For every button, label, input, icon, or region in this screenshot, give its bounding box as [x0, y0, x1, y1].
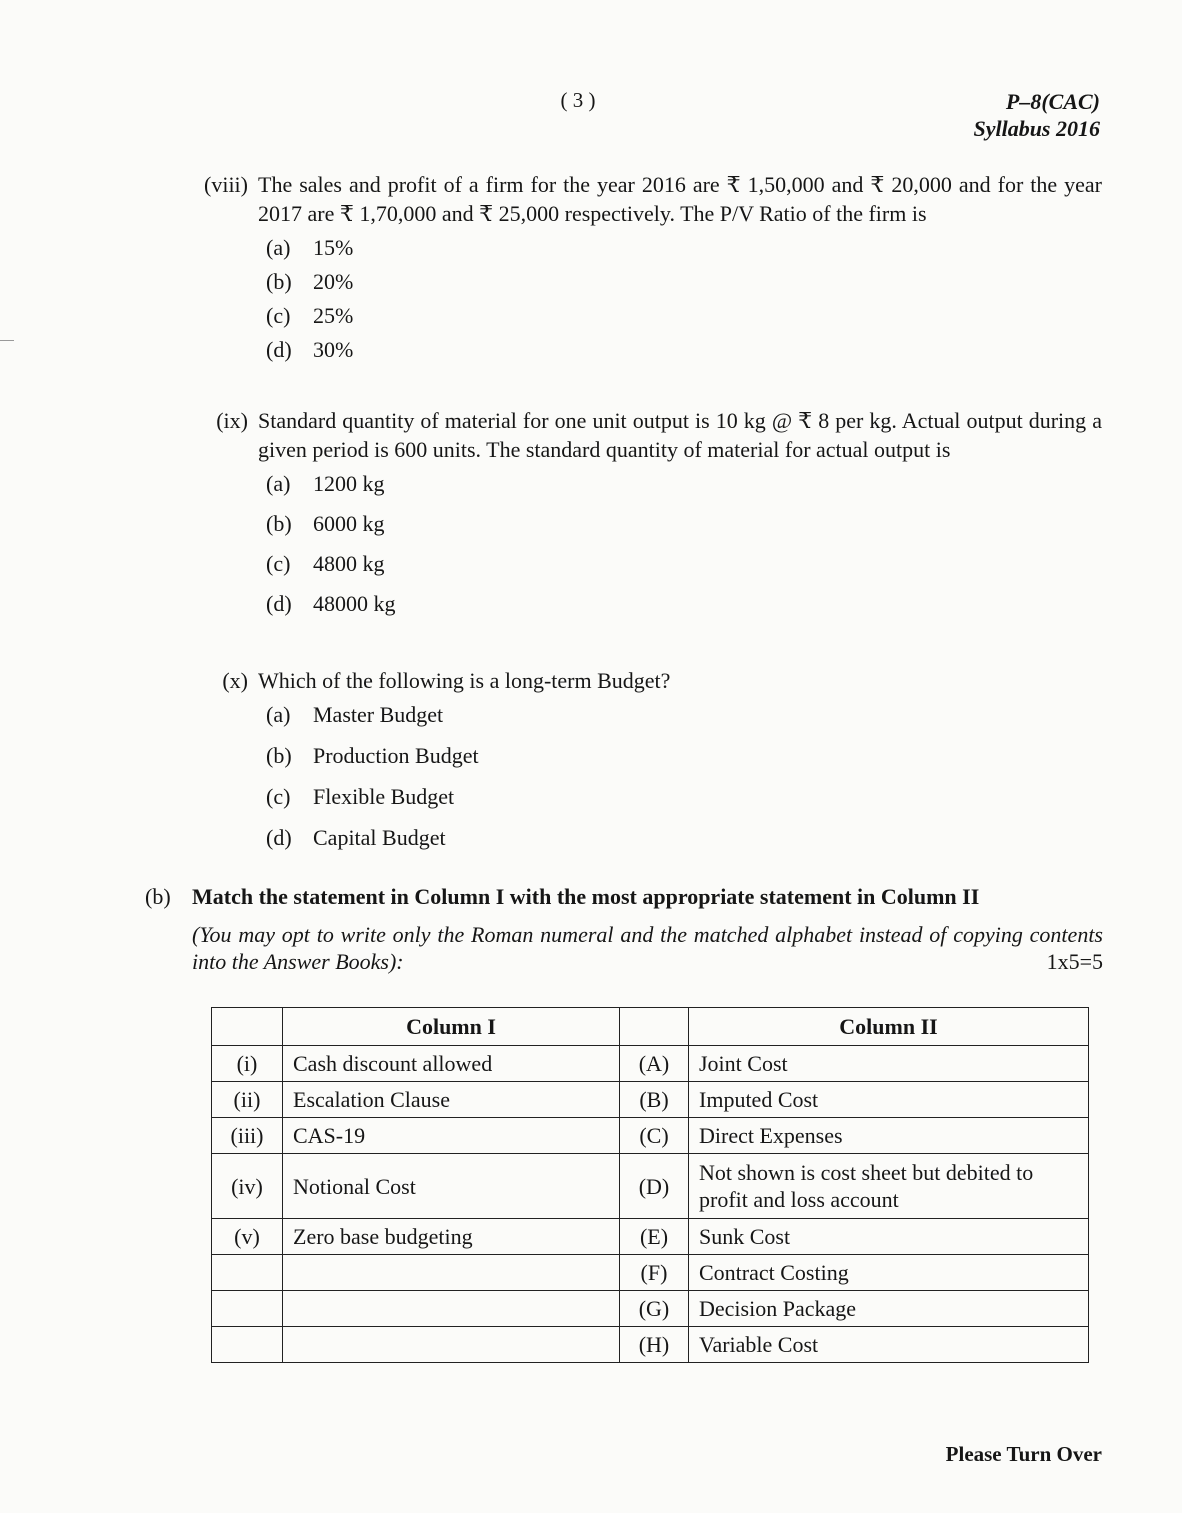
column-two-cell: Direct Expenses [689, 1118, 1089, 1154]
row-number: (v) [212, 1219, 283, 1255]
header-blank [212, 1008, 283, 1046]
column-one-cell [283, 1255, 620, 1291]
column-two-cell: Sunk Cost [689, 1219, 1089, 1255]
table-row [212, 1327, 1089, 1363]
table-row [212, 1118, 1089, 1154]
part-b-label: (b) [145, 884, 171, 909]
option-text: Master Budget [313, 702, 444, 727]
part-b-title: Match the statement in Column I with the most appropriate statement in Column II [192, 884, 980, 909]
table-row [212, 1255, 1089, 1291]
row-number [212, 1327, 283, 1363]
column-one-cell: Escalation Clause [283, 1082, 620, 1118]
table-row [212, 1219, 1089, 1255]
match-table [211, 1007, 1089, 1363]
row-number: (ii) [212, 1082, 283, 1118]
column-two-header: Column II [689, 1008, 1089, 1046]
option-label: (c) [266, 784, 291, 809]
option [266, 509, 1102, 549]
option-text: 48000 kg [313, 591, 396, 616]
part-b-instruction: (You may opt to write only the Roman numeral and the matched alphabet instead of copying contents into the Answer Books): [192, 922, 1103, 974]
paper-code: P–8(CAC) [1005, 89, 1100, 114]
option [266, 700, 1102, 741]
option-label: (c) [266, 551, 291, 576]
option [266, 741, 1102, 782]
question-stem: The sales and profit of a firm for the year 2016 are ₹ 1,50,000 and ₹ 20,000 and for the year 2017 are ₹ 1,70,000 and ₹ 25,000 respectively. The P/V Ratio of the firm is [258, 172, 1102, 226]
question-number: (viii) [204, 172, 248, 197]
option-text: Production Budget [313, 743, 479, 768]
question-number: (ix) [216, 408, 248, 433]
marks-allocation: 1x5=5 [1046, 949, 1103, 974]
column-one-cell: CAS-19 [283, 1118, 620, 1154]
part-b [145, 882, 1103, 975]
option-label: (b) [266, 269, 292, 294]
option [266, 301, 1102, 335]
option [266, 233, 1102, 267]
part-b-instruction-block [192, 921, 1103, 975]
question-viii [190, 170, 1102, 369]
option [266, 469, 1102, 509]
column-two-cell: Imputed Cost [689, 1082, 1089, 1118]
options-list [266, 700, 1102, 864]
column-two-cell: Variable Cost [689, 1327, 1089, 1363]
page-number: ( 3 ) [560, 88, 596, 112]
option-label: (a) [266, 235, 291, 260]
option-text: 20% [313, 269, 354, 294]
paper-code-block [973, 88, 1100, 142]
option [266, 782, 1102, 823]
option-label: (d) [266, 337, 292, 362]
column-one-cell: Zero base budgeting [283, 1219, 620, 1255]
table-row [212, 1046, 1089, 1082]
column-two-cell: Not shown is cost sheet but debited to profit and loss account [689, 1154, 1089, 1219]
row-number: (iii) [212, 1118, 283, 1154]
table-row [212, 1154, 1089, 1219]
option-label: (b) [266, 511, 292, 536]
please-turn-over: Please Turn Over [945, 1442, 1102, 1466]
option-text: 6000 kg [313, 511, 385, 536]
row-letter: (G) [620, 1291, 689, 1327]
option-label: (a) [266, 471, 291, 496]
option-label: (d) [266, 591, 292, 616]
column-two-cell: Joint Cost [689, 1046, 1089, 1082]
option [266, 589, 1102, 629]
option-text: 25% [313, 303, 354, 328]
row-number: (i) [212, 1046, 283, 1082]
options-list [266, 233, 1102, 369]
option-text: Capital Budget [313, 825, 446, 850]
row-letter: (E) [620, 1219, 689, 1255]
question-stem: Standard quantity of material for one unit output is 10 kg @ ₹ 8 per kg. Actual output during a given period is 600 units. The standard quantity of material for actual output is [258, 408, 1102, 462]
option-label: (a) [266, 702, 291, 727]
option-text: Flexible Budget [313, 784, 455, 809]
table-row [212, 1082, 1089, 1118]
part-b-heading [145, 882, 1103, 911]
option [266, 267, 1102, 301]
option [266, 823, 1102, 864]
header-blank [620, 1008, 689, 1046]
syllabus-label: Syllabus 2016 [973, 116, 1100, 141]
option-text: 4800 kg [313, 551, 385, 576]
option-text: 1200 kg [313, 471, 385, 496]
row-number: (iv) [212, 1154, 283, 1219]
column-one-cell: Notional Cost [283, 1154, 620, 1219]
margin-mark [0, 340, 14, 341]
row-number [212, 1291, 283, 1327]
column-two-cell: Contract Costing [689, 1255, 1089, 1291]
column-one-header: Column I [283, 1008, 620, 1046]
row-letter: (C) [620, 1118, 689, 1154]
question-stem: Which of the following is a long-term Budget? [258, 668, 671, 693]
row-letter: (D) [620, 1154, 689, 1219]
row-letter: (B) [620, 1082, 689, 1118]
option-label: (d) [266, 825, 292, 850]
row-number [212, 1255, 283, 1291]
option-label: (b) [266, 743, 292, 768]
column-one-cell [283, 1327, 620, 1363]
option [266, 335, 1102, 369]
table-row [212, 1291, 1089, 1327]
column-one-cell: Cash discount allowed [283, 1046, 620, 1082]
question-ix [190, 406, 1102, 629]
options-list [266, 469, 1102, 629]
option-text: 15% [313, 235, 354, 260]
option [266, 549, 1102, 589]
option-text: 30% [313, 337, 354, 362]
row-letter: (A) [620, 1046, 689, 1082]
option-label: (c) [266, 303, 291, 328]
column-two-cell: Decision Package [689, 1291, 1089, 1327]
question-number: (x) [222, 668, 248, 693]
column-one-cell [283, 1291, 620, 1327]
row-letter: (H) [620, 1327, 689, 1363]
question-x [190, 666, 1102, 864]
table-header-row [212, 1008, 1089, 1046]
row-letter: (F) [620, 1255, 689, 1291]
